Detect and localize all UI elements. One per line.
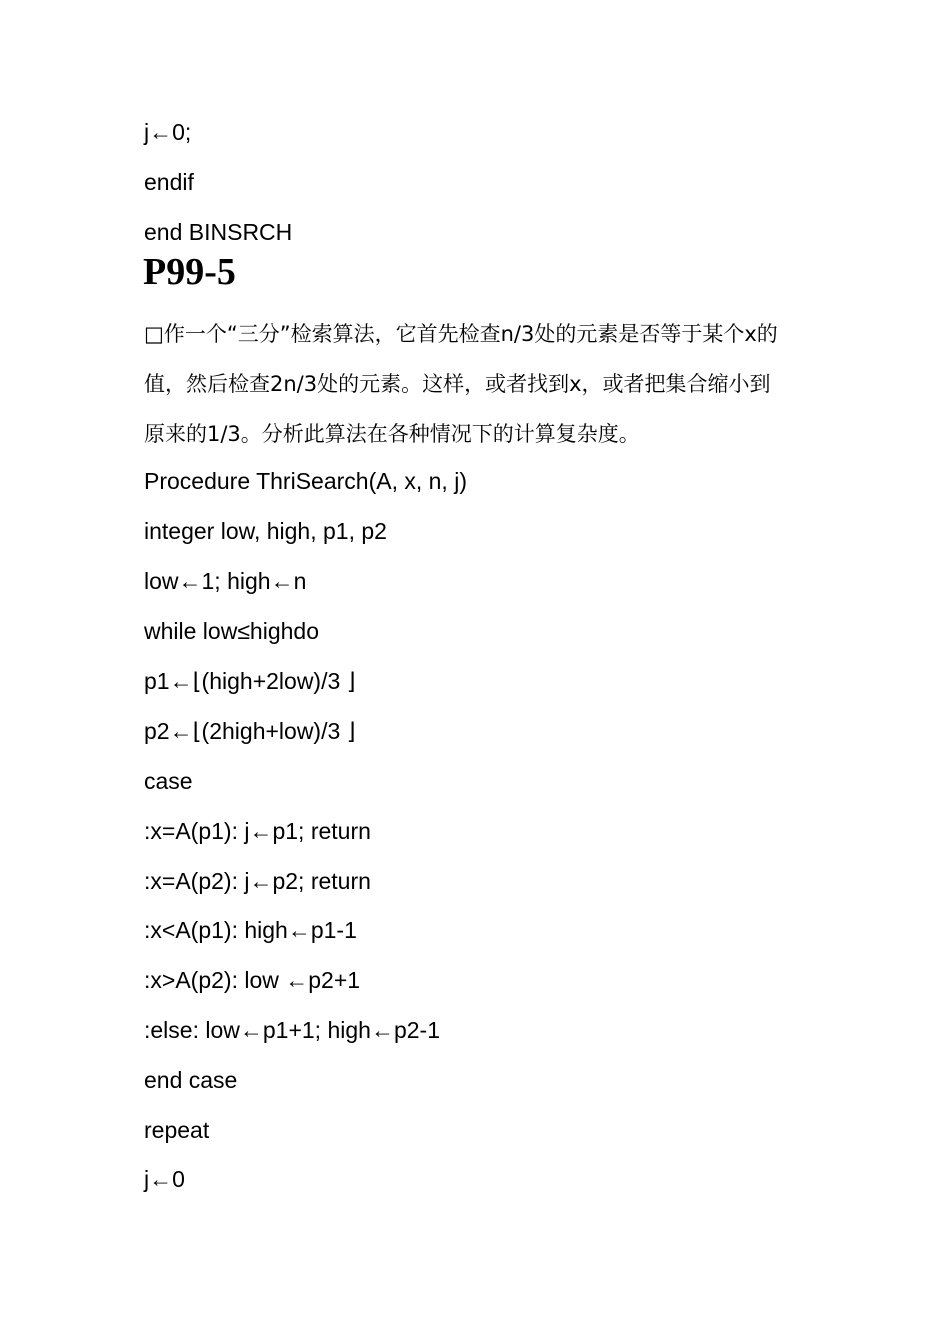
code-line-end-binsrch: end BINSRCH (144, 219, 293, 245)
code-line-end-case: end case (144, 1067, 238, 1093)
problem-text-line-3: 原来的1/3。分析此算法在各种情况下的计算复杂度。 (144, 422, 640, 446)
code-line-case-else: :else: low←p1+1; high←p2-1 (144, 1017, 440, 1043)
code-line-case-p1: :x=A(p1): j←p1; return (144, 818, 371, 844)
code-line-case-less: :x<A(p1): high←p1-1 (144, 917, 357, 943)
code-line-p1: p1←⌊(high+2low)/3 ⌋ (144, 668, 356, 694)
code-line-repeat: repeat (144, 1117, 210, 1143)
code-line-while: while low≤highdo (144, 618, 320, 644)
problem-text-line-2: 值，然后检查2n/3处的元素。这样，或者找到x，或者把集合缩小到 (144, 372, 771, 396)
code-line-p2: p2←⌊(2high+low)/3 ⌋ (144, 718, 356, 744)
code-line-j-zero: j←0 (144, 1166, 185, 1192)
code-line-case: case (144, 768, 193, 794)
code-line-endif: endif (144, 169, 194, 195)
problem-text-line-1: □作一个“三分”检索算法，它首先检查n/3处的元素是否等于某个x的 (144, 322, 778, 346)
code-line-integer-decl: integer low, high, p1, p2 (144, 518, 387, 544)
code-line-case-greater: :x>A(p2): low ←p2+1 (144, 967, 361, 993)
section-heading: P99-5 (143, 251, 236, 293)
code-line-init: low←1; high←n (144, 568, 307, 594)
code-line-procedure: Procedure ThriSearch(A, x, n, j) (144, 468, 467, 494)
code-line-case-p2: :x=A(p2): j←p2; return (144, 868, 371, 894)
code-line-j-assign: j←0; (144, 119, 192, 145)
